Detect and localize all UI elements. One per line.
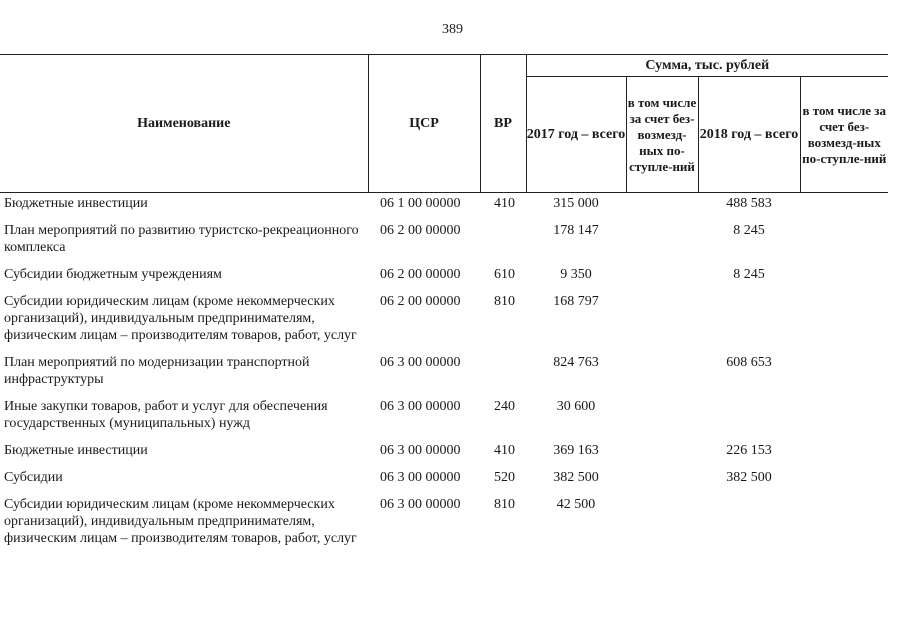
- row-2017-total: 315 000: [553, 196, 599, 211]
- header-2018-gratuitous: в том числе за счет без-возмезд-ных по-ступле-ний: [800, 77, 888, 193]
- row-2017-total: 168 797: [553, 294, 599, 309]
- page-number: 389: [442, 22, 463, 37]
- row-name: Иные закупки товаров, работ и услуг для обеспечения государственных (муниципальных) нужд: [4, 399, 328, 431]
- row-2018-gratuitous: [800, 467, 888, 486]
- row-name: Бюджетные инвестиции: [4, 196, 148, 211]
- row-spacer: [0, 388, 888, 396]
- row-vr: 410: [494, 443, 515, 458]
- row-2017-gratuitous: [626, 264, 698, 283]
- row-name: Субсидии юридическим лицам (кроме некоммерческих организаций), индивидуальным предпринимателям, физическим лицам – производителям товаров, работ, услуг: [4, 497, 357, 546]
- row-csr: 06 3 00 00000: [380, 497, 461, 512]
- row-spacer: [0, 486, 888, 494]
- row-csr: 06 3 00 00000: [380, 399, 461, 414]
- table-header: [0, 55, 888, 193]
- row-name: Бюджетные инвестиции: [4, 443, 148, 458]
- row-2017-total: 382 500: [553, 470, 599, 485]
- row-spacer: [0, 283, 888, 291]
- row-2018-gratuitous: [800, 440, 888, 459]
- row-csr: 06 3 00 00000: [380, 470, 461, 485]
- row-spacer-cell: [0, 432, 888, 440]
- header-2018-total: 2018 год – всего: [698, 77, 800, 193]
- row-spacer: [0, 432, 888, 440]
- row-spacer-cell: [0, 283, 888, 291]
- row-2017-total: 9 350: [560, 267, 592, 282]
- row-2017-gratuitous: [626, 352, 698, 388]
- table-row: [0, 264, 888, 283]
- row-csr: 06 2 00 00000: [380, 223, 461, 238]
- row-spacer-cell: [0, 344, 888, 352]
- row-name: План мероприятий по развитию туристско-рекреационного комплекса: [4, 223, 359, 255]
- row-2018-gratuitous: [800, 220, 888, 256]
- row-vr: [480, 352, 526, 388]
- row-2017-gratuitous: [626, 494, 698, 547]
- row-2018-gratuitous: [800, 352, 888, 388]
- row-vr: [480, 220, 526, 256]
- table-row: [0, 352, 888, 388]
- row-2018-gratuitous: [800, 193, 888, 213]
- header-2017-gratuitous: в том числе за счет без-возмезд-ных по-ступле-ний: [626, 77, 698, 193]
- header-csr: ЦСР: [368, 55, 480, 193]
- row-2017-gratuitous: [626, 220, 698, 256]
- row-vr: 520: [494, 470, 515, 485]
- row-2017-total: 369 163: [553, 443, 599, 458]
- header-vr: ВР: [480, 55, 526, 193]
- row-2017-gratuitous: [626, 193, 698, 213]
- row-spacer: [0, 459, 888, 467]
- row-2018-total: [698, 494, 800, 547]
- row-2017-gratuitous: [626, 467, 698, 486]
- row-spacer: [0, 344, 888, 352]
- table-row: [0, 220, 888, 256]
- row-2017-gratuitous: [626, 396, 698, 432]
- header-sum-group: Сумма, тыс. рублей: [526, 55, 888, 77]
- row-2018-total: [698, 291, 800, 344]
- header-2017-total: 2017 год – всего: [526, 77, 626, 193]
- row-spacer-cell: [0, 256, 888, 264]
- row-name: План мероприятий по модернизации транспортной инфраструктуры: [4, 355, 310, 387]
- table-row: [0, 193, 888, 213]
- row-2017-gratuitous: [626, 291, 698, 344]
- row-vr: 410: [494, 196, 515, 211]
- table-row: [0, 396, 888, 432]
- row-2017-total: 42 500: [556, 497, 596, 512]
- row-csr: 06 2 00 00000: [380, 294, 461, 309]
- row-spacer: [0, 256, 888, 264]
- row-csr: 06 2 00 00000: [380, 267, 461, 282]
- row-spacer: [0, 547, 888, 555]
- row-2017-total: 178 147: [553, 223, 599, 238]
- row-2017-total: 30 600: [556, 399, 596, 414]
- budget-table: [0, 54, 888, 555]
- row-2018-gratuitous: [800, 396, 888, 432]
- row-vr: 810: [494, 497, 515, 512]
- row-2018-total: 8 245: [733, 267, 765, 282]
- header-name: Наименование: [0, 55, 368, 193]
- row-spacer-cell: [0, 459, 888, 467]
- row-csr: 06 3 00 00000: [380, 443, 461, 458]
- row-2018-total: 608 653: [726, 355, 772, 370]
- row-vr: 240: [494, 399, 515, 414]
- table-row: [0, 291, 888, 344]
- row-spacer-cell: [0, 212, 888, 220]
- row-name: Субсидии бюджетным учреждениям: [4, 267, 222, 282]
- row-2018-total: 226 153: [726, 443, 772, 458]
- row-vr: 610: [494, 267, 515, 282]
- row-2017-gratuitous: [626, 440, 698, 459]
- row-2018-total: [698, 396, 800, 432]
- row-2018-gratuitous: [800, 264, 888, 283]
- table-row: [0, 440, 888, 459]
- row-spacer-cell: [0, 547, 888, 555]
- row-2018-total: 488 583: [726, 196, 772, 211]
- row-spacer-cell: [0, 486, 888, 494]
- row-2017-total: 824 763: [553, 355, 599, 370]
- table-body: [0, 193, 888, 556]
- row-spacer-cell: [0, 388, 888, 396]
- row-2018-gratuitous: [800, 291, 888, 344]
- row-2018-gratuitous: [800, 494, 888, 547]
- row-csr: 06 3 00 00000: [380, 355, 461, 370]
- row-name: Субсидии: [4, 470, 63, 485]
- row-2018-total: 8 245: [733, 223, 765, 238]
- row-csr: 06 1 00 00000: [380, 196, 461, 211]
- table-row: [0, 467, 888, 486]
- row-vr: 810: [494, 294, 515, 309]
- row-name: Субсидии юридическим лицам (кроме некоммерческих организаций), индивидуальным предпринимателям, физическим лицам – производителям товаров, работ, услуг: [4, 294, 357, 343]
- row-2018-total: 382 500: [726, 470, 772, 485]
- table-row: [0, 494, 888, 547]
- row-spacer: [0, 212, 888, 220]
